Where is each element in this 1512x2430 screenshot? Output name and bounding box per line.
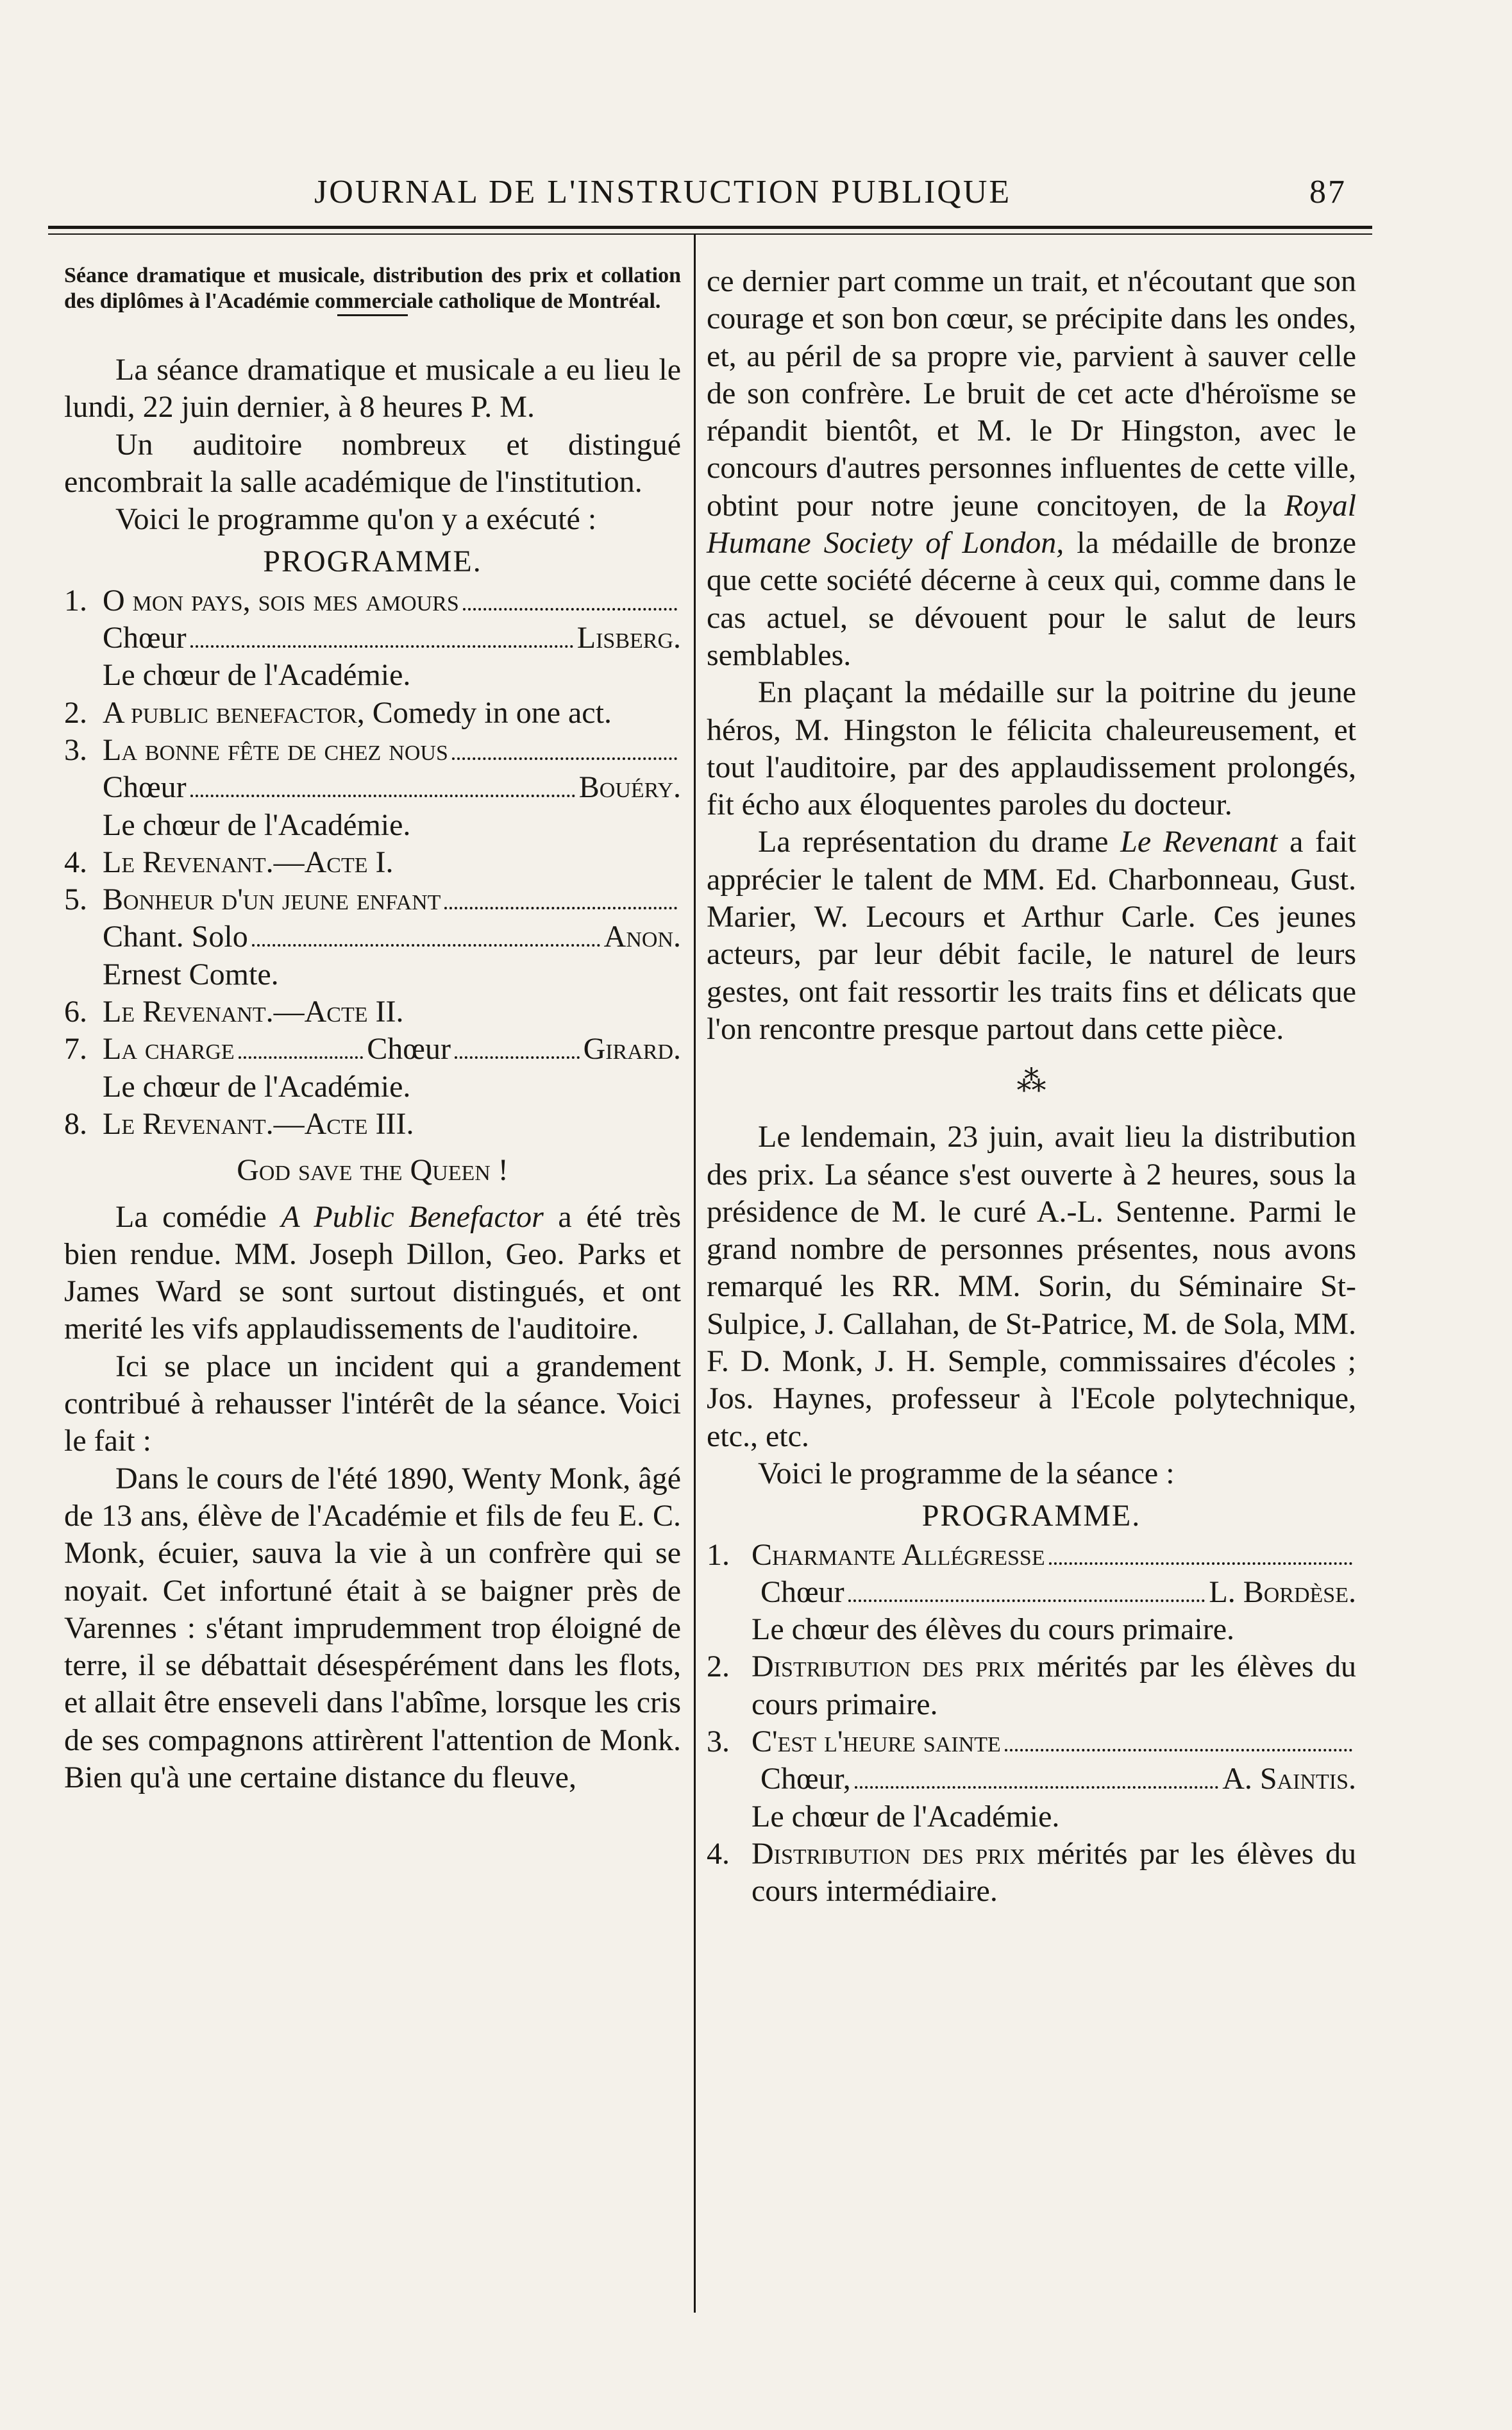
text-run: a fait apprécier le talent de MM. Ed. Charbonneau, Gust. Marier, W. Lecours et Arthur Carle. Ces jeunes acteurs, par leur débit facile, le naturel de leurs gestes, ont fait ressortir les traits fins et délicats que l'on rencontre presque partout dans cette pièce.: [707, 825, 1357, 1046]
item-title: Distribution des prix: [752, 1836, 1025, 1871]
item-number: 2.: [707, 1650, 730, 1684]
text-run: a été très bien rendue. MM. Joseph Dillon, Geo. Parks et James Ward se sont surtout distingués, et ont merité les vifs applaudissements de l'auditoire.: [64, 1199, 681, 1346]
item-performer: Le chœur de l'Académie.: [103, 1069, 411, 1104]
item-author: Anon.: [603, 920, 681, 954]
item-performer: Ernest Comte.: [103, 957, 279, 991]
item-title: O mon pays, sois mes amours: [103, 583, 459, 618]
section-heading: Séance dramatique et musicale, distribution des prix et collation des diplômes à l'Académie commerciale catholique de Montréal.: [64, 264, 681, 313]
dot-leader: [463, 608, 677, 611]
item-author: A. Saintis.: [1222, 1762, 1356, 1796]
emphasis: A Public Benefactor: [281, 1199, 544, 1234]
header-rule-thin: [48, 233, 1372, 235]
dot-leader: [444, 907, 677, 909]
journal-title: JOURNAL DE L'INSTRUCTION PUBLIQUE: [314, 174, 1012, 210]
text-run: la médaille de bronze que cette société décerne à ceux qui, comme dans le cas actuel, se dévouent pour le salut de leurs semblables.: [707, 526, 1357, 672]
item-title: La charge: [103, 1032, 235, 1067]
dot-leader: [1049, 1562, 1352, 1565]
item-number: 7.: [64, 1032, 87, 1067]
item-part: Chœur,: [760, 1762, 851, 1796]
paragraph: Voici le programme qu'on y a exécuté :: [115, 502, 597, 537]
programme-item: [64, 844, 681, 881]
programme-item: [64, 1031, 681, 1106]
item-title: Distribution des prix: [752, 1650, 1025, 1684]
dot-leader: [190, 645, 573, 648]
programme-item: [707, 1723, 1356, 1835]
paragraph: [64, 1199, 681, 1348]
dot-leader: [848, 1599, 1205, 1602]
item-number: 4.: [707, 1836, 730, 1871]
header-rule: [48, 226, 1372, 229]
item-description: Comedy in one act.: [372, 695, 612, 730]
item-part: Chœur: [103, 770, 187, 805]
god-save-the-queen: God save the Queen !: [237, 1153, 508, 1188]
item-title: Charmante Allégresse: [752, 1537, 1045, 1572]
item-number: 6.: [64, 995, 87, 1029]
item-author: L. Bordèse.: [1209, 1574, 1356, 1609]
programme-item: [707, 1537, 1356, 1649]
programme-title: PROGRAMME.: [921, 1499, 1141, 1533]
paragraph: [707, 823, 1356, 1048]
item-author: Lisberg.: [576, 621, 681, 655]
programme-item: [707, 1648, 1356, 1723]
right-column: [707, 263, 1356, 1910]
item-number: 4.: [64, 845, 87, 879]
text-run: La représentation du drame: [758, 825, 1121, 859]
item-description: mérités par les élèves du cours intermédiaire.: [752, 1836, 1356, 1909]
programme-title: PROGRAMME.: [263, 544, 482, 579]
programme-item: [707, 1835, 1356, 1911]
item-description: mérités par les élèves du cours primaire.: [752, 1650, 1356, 1721]
item-number: 5.: [64, 882, 87, 917]
item-number: 3.: [707, 1724, 730, 1759]
item-author: Girard.: [583, 1032, 682, 1067]
paragraph: La séance dramatique et musicale a eu lieu le lundi, 22 juin dernier, à 8 heures P. M.: [64, 353, 681, 425]
paragraph: Un auditoire nombreux et distingué encombrait la salle académique de l'institution.: [64, 427, 681, 499]
item-performer: Le chœur de l'Académie.: [103, 807, 411, 842]
programme-item: [64, 732, 681, 844]
item-number: 3.: [64, 732, 87, 767]
programme-item: [64, 881, 681, 993]
item-title: Le Revenant.—Acte III.: [103, 1106, 414, 1141]
item-title: La bonne fête de chez nous: [103, 732, 448, 767]
paragraph: [707, 263, 1356, 674]
dot-leader: [239, 1056, 364, 1059]
text-run: La comédie: [115, 1199, 281, 1234]
programme-item: [64, 1106, 681, 1143]
item-number: 2.: [64, 695, 87, 730]
item-title: Le Revenant.—Acte I.: [103, 845, 394, 879]
page-number: 87: [1309, 174, 1347, 210]
item-number: 1.: [64, 583, 87, 618]
running-header: [282, 173, 1372, 219]
item-performer: Le chœur de l'Académie.: [752, 1799, 1060, 1834]
heading-rule: [337, 314, 408, 316]
item-title: Le Revenant.—Acte II.: [103, 995, 404, 1029]
left-column: [64, 263, 681, 1796]
asterism-ornament: ⁂: [1016, 1065, 1046, 1098]
paragraph: Dans le cours de l'été 1890, Wenty Monk, âgé de 13 ans, élève de l'Académie et fils de feu E. C. Monk, écuier, sauva la vie à un confrère qui se noyait. Cet infortuné était à se baigner près de Varennes : s'étant imprudemment trop éloigné de terre, il se débattait désespérément dans les flots, et allait être enseveli dans l'abîme, lorsque les cris de ses compagnons attirèrent l'attention de Monk. Bien qu'à une certaine distance du fleuve,: [64, 1461, 681, 1794]
emphasis: Royal Humane Society of London,: [707, 488, 1356, 561]
dot-leader: [452, 757, 677, 760]
item-performer: Le chœur de l'Académie.: [103, 658, 411, 693]
paragraph: Le lendemain, 23 juin, avait lieu la distribution des prix. La séance s'est ouverte à 2 heures, sous la présidence de M. le curé A.-L. Sentenne. Parmi le grand nombre de personnes présentes, nous avons remarqué les RR. MM. Sorin, du Séminaire St-Sulpice, J. Callahan, de St-Patrice, M. de Sola, MM. F. D. Monk, J. H. Semple, commissaires d'écoles ; Jos. Haynes, professeur à l'Ecole polytechnique, etc., etc.: [707, 1120, 1356, 1453]
paragraph: Voici le programme de la séance :: [758, 1456, 1175, 1490]
item-author: Bouéry.: [578, 770, 681, 805]
programme-item: [64, 993, 681, 1031]
dot-leader: [190, 795, 575, 797]
paragraph: Ici se place un incident qui a grandement contribué à rehausser l'intérêt de la séance. Voici le fait :: [64, 1349, 681, 1458]
dot-leader: [252, 944, 600, 947]
item-title: A public benefactor,: [103, 695, 365, 730]
item-part: Chœur: [760, 1574, 844, 1609]
dot-leader: [455, 1056, 580, 1059]
item-part: Chant. Solo: [103, 920, 248, 954]
item-number: 8.: [64, 1106, 87, 1141]
text-run: ce dernier part comme un trait, et n'écoutant que son courage et son bon cœur, se précipite dans les ondes, et, au péril de sa propre vie, parvient à sauver celle de son confrère. Le bruit de cet acte d'héroïsme se répandit bientôt, et M. le Dr Hingston, avec le concours d'autres personnes influentes de cette ville, obtint pour notre jeune concitoyen, de la: [707, 264, 1356, 523]
paragraph: En plaçant la médaille sur la poitrine du jeune héros, M. Hingston le félicita chaleureusement, et tout l'auditoire, par des applaudissement prolongés, fit écho aux éloquentes paroles du docteur.: [707, 675, 1356, 822]
programme-item: [64, 695, 681, 732]
column-divider: [694, 235, 696, 2313]
dot-leader: [855, 1786, 1218, 1789]
emphasis: Le Revenant: [1120, 825, 1278, 859]
programme-item: [64, 582, 681, 695]
item-part: Chœur: [103, 621, 187, 655]
item-number: 1.: [707, 1537, 730, 1572]
item-part: Chœur: [367, 1032, 451, 1067]
item-performer: Le chœur des élèves du cours primaire.: [752, 1612, 1235, 1647]
dot-leader: [1005, 1749, 1352, 1751]
item-title: Bonheur d'un jeune enfant: [103, 882, 441, 917]
item-title: C'est l'heure sainte: [752, 1724, 1001, 1759]
